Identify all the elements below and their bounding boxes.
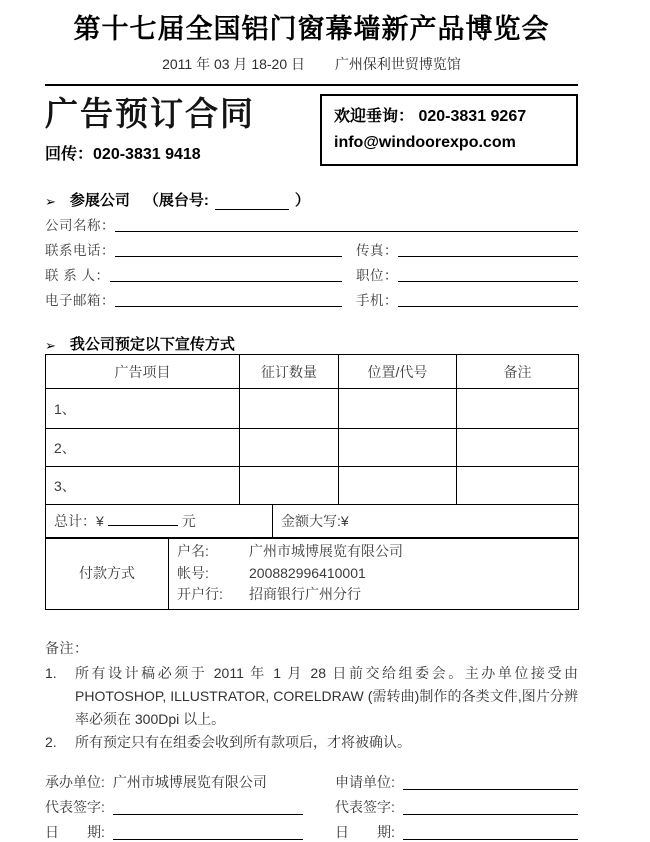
bank-label: 开户行: (177, 586, 223, 602)
note-item-1 (45, 662, 578, 731)
organizer-signature-block (45, 768, 303, 842)
fax-label: 回传： (45, 146, 94, 163)
account-name-label: 户名: (177, 543, 209, 559)
order-item-number[interactable]: 2、 (46, 429, 240, 467)
organizer-date-label: 日 期: (45, 823, 105, 840)
fax-label-field: 传真： (356, 243, 398, 258)
applicant-date-row (335, 818, 578, 842)
bank-line (177, 584, 570, 606)
applicant-signature-field[interactable] (403, 803, 578, 815)
applicant-date-field[interactable] (403, 828, 578, 840)
order-position-cell[interactable] (339, 389, 457, 429)
company-name-label: 公司名称： (45, 218, 115, 233)
document-header (45, 94, 578, 166)
order-item-number[interactable]: 3、 (46, 467, 240, 505)
note-number: 2. (45, 733, 57, 750)
account-number-value: 200882996410001 (249, 564, 366, 581)
account-name-value: 广州市城博展览有限公司 (249, 543, 403, 559)
booth-number-field[interactable] (215, 195, 289, 210)
arrow-bullet-icon: ➢ (45, 338, 56, 353)
total-cell (46, 504, 273, 538)
payment-table (45, 537, 579, 610)
col-header-quantity: 征订数量 (240, 355, 339, 389)
organizer-value: 广州市城博展览有限公司 (112, 773, 267, 790)
contact-box (320, 94, 578, 166)
organizer-label: 承办单位: (45, 773, 105, 790)
organizer-date-row (45, 818, 303, 842)
order-total-table (45, 504, 579, 539)
position-field[interactable] (398, 270, 578, 282)
mobile-field[interactable] (398, 295, 578, 307)
payment-details-cell (169, 538, 579, 610)
order-table-header-row (46, 355, 579, 389)
phone-fax-row (45, 235, 578, 260)
expo-subtitle (45, 54, 578, 86)
order-remarks-cell[interactable] (457, 467, 579, 505)
note-number: 1. (45, 664, 57, 681)
order-position-cell[interactable] (339, 429, 457, 467)
amount-in-words-cell[interactable] (273, 504, 579, 538)
booth-number-label: （展台号: (143, 192, 209, 209)
order-quantity-cell[interactable] (240, 389, 339, 429)
notes-section (45, 638, 578, 754)
phone-label: 联系电话： (45, 243, 115, 258)
email-field[interactable] (115, 295, 342, 307)
total-row (46, 504, 579, 538)
applicant-date-label: 日 期: (335, 823, 395, 840)
applicant-row (335, 768, 578, 793)
email-label: 电子邮箱： (45, 293, 115, 308)
total-amount-field[interactable] (108, 513, 178, 526)
doc-title-block (45, 94, 255, 164)
col-header-ad-item: 广告项目 (46, 355, 240, 389)
col-header-position-code: 位置/代号 (339, 355, 457, 389)
total-label: 总计：¥ (54, 513, 104, 529)
contact-person-field[interactable] (110, 270, 342, 282)
order-position-cell[interactable] (339, 467, 457, 505)
position-label: 职位： (356, 268, 398, 283)
company-name-field[interactable] (115, 220, 578, 232)
exhibitor-heading (45, 188, 578, 210)
payment-method-label: 付款方式 (46, 538, 169, 610)
company-name-row (45, 210, 578, 235)
applicant-org-field[interactable] (403, 778, 578, 790)
note-text: 所有设计稿必须于 2011 年 1 月 28 日前交给组委会。主办单位接受由 PHOTOSHOP, ILLUSTRATOR, CORELDRAW (需转曲)制作的各类文件,图片分辨率必须在 300Dpi 以上。 (75, 664, 578, 727)
organizer-signature-field[interactable] (113, 803, 303, 815)
account-name-line (177, 541, 570, 563)
doc-title: 广告预订合同 (45, 95, 255, 132)
applicant-signature-block (335, 768, 578, 842)
applicant-label: 申请单位: (335, 773, 395, 790)
signature-section (45, 768, 578, 842)
notes-heading: 备注： (45, 639, 89, 656)
note-item-2 (45, 731, 578, 754)
account-number-line (177, 563, 570, 585)
order-quantity-cell[interactable] (240, 467, 339, 505)
amount-in-words-label: 金额大写:¥ (281, 513, 349, 529)
contact-person-label: 联 系 人： (45, 268, 110, 283)
col-header-remarks: 备注 (457, 355, 579, 389)
account-number-label: 帐号: (177, 564, 209, 581)
order-heading (45, 334, 578, 354)
mobile-label: 手机： (356, 293, 398, 308)
expo-venue: 广州保利世贸博览馆 (334, 56, 461, 72)
expo-title: 第十七届全国铝门窗幕墙新产品博览会 (73, 14, 550, 44)
booth-number-close: ） (294, 192, 310, 209)
organizer-row (45, 768, 303, 793)
total-unit: 元 (181, 513, 196, 529)
bank-value: 招商银行广州分行 (249, 586, 361, 602)
note-text: 所有预定只有在组委会收到所有款项后，才将被确认。 (75, 733, 411, 750)
inquiry-line (334, 104, 564, 130)
order-row-2 (46, 429, 579, 467)
arrow-bullet-icon: ➢ (45, 194, 56, 209)
organizer-date-field[interactable] (113, 828, 303, 840)
inquiry-label: 欢迎垂询： (334, 108, 415, 125)
organizer-sign-row (45, 793, 303, 818)
order-remarks-cell[interactable] (457, 429, 579, 467)
order-heading-label: 我公司预定以下宣传方式 (69, 336, 235, 353)
applicant-sign-label: 代表签字: (335, 798, 395, 815)
phone-field[interactable] (115, 245, 342, 257)
contact-email: info@windoorexpo.com (334, 134, 516, 151)
applicant-sign-row (335, 793, 578, 818)
order-row-1 (46, 389, 579, 429)
order-row-3 (46, 467, 579, 505)
payment-row (46, 538, 579, 610)
order-remarks-cell[interactable] (457, 389, 579, 429)
fax-field[interactable] (398, 245, 578, 257)
order-item-number[interactable]: 1、 (46, 389, 240, 429)
order-table (45, 354, 579, 505)
expo-date: 2011 年 03 月 18-20 日 (162, 56, 306, 72)
contact-position-row (45, 260, 578, 285)
inquiry-phone: 020-3831 9267 (418, 108, 527, 125)
email-mobile-row (45, 285, 578, 310)
organizer-sign-label: 代表签字: (45, 798, 105, 815)
order-quantity-cell[interactable] (240, 429, 339, 467)
exhibitor-heading-label: 参展公司 (69, 192, 130, 209)
fax-line (45, 141, 255, 164)
fax-number: 020-3831 9418 (93, 146, 201, 163)
